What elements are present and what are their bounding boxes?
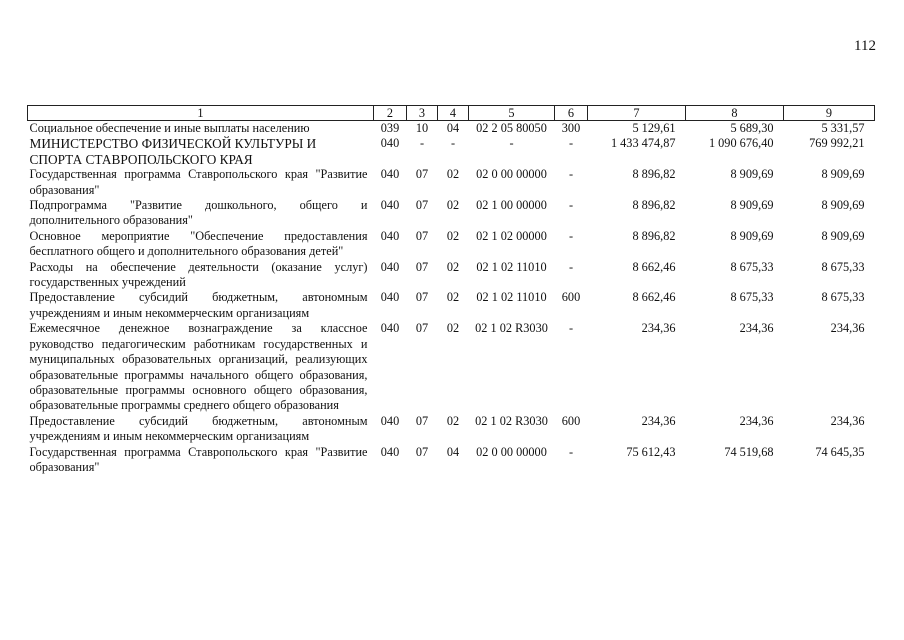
row-vr-code: - xyxy=(568,259,574,274)
row-csr-code: 02 1 02 R3030 xyxy=(475,321,548,336)
row-gr-code: 040 xyxy=(380,259,400,274)
row-value-1: 8 896,82 xyxy=(632,167,676,182)
row-value-3: 8 909,69 xyxy=(821,198,865,213)
row-value-2: 8 909,69 xyxy=(730,228,774,243)
row-gr-code: 040 xyxy=(380,198,400,213)
row-vr-code: - xyxy=(568,136,574,151)
table-row xyxy=(28,121,875,137)
row-gr-code: 040 xyxy=(380,167,400,182)
table-row xyxy=(28,260,875,291)
column-header-7: 7 xyxy=(588,106,686,121)
row-value-2: 234,36 xyxy=(739,413,774,428)
row-pr-code: 02 xyxy=(446,321,460,336)
row-value-2: 1 090 676,40 xyxy=(708,136,774,151)
table-row xyxy=(28,198,875,229)
row-gr-code: 040 xyxy=(380,290,400,305)
row-value-3: 8 675,33 xyxy=(821,259,865,274)
row-vr-code: 600 xyxy=(561,290,581,305)
row-name: Государственная программа Ставропольского края "Развитие образования" xyxy=(29,444,368,474)
row-name: Государственная программа Ставропольского края "Развитие образования" xyxy=(29,167,368,197)
row-value-3: 5 331,57 xyxy=(821,121,865,135)
row-name: Основное мероприятие "Обеспечение предоставления бесплатного общего и дополнительного образования детей" xyxy=(29,228,368,259)
row-csr-code: 02 0 00 00000 xyxy=(476,444,547,459)
row-name: Ежемесячное денежное вознаграждение за классное руководство педагогическим работникам государственных и муниципальных образовательных организаций, реализующих образовательные программы начального общего образования, образовательные программы основного общего образования, образовательные программы среднего общего образования xyxy=(29,321,368,413)
row-rz-code: 07 xyxy=(415,444,429,459)
row-value-3: 8 909,69 xyxy=(821,228,865,243)
page-number: 112 xyxy=(854,38,876,54)
column-header-5: 5 xyxy=(469,106,555,121)
row-rz-code: 07 xyxy=(415,259,429,274)
row-gr-code: 040 xyxy=(380,413,400,428)
row-vr-code: - xyxy=(568,167,574,182)
column-header-1: 1 xyxy=(28,106,374,121)
table-row xyxy=(28,414,875,445)
table-row xyxy=(28,290,875,321)
row-rz-code: 07 xyxy=(415,413,429,428)
row-vr-code: - xyxy=(568,444,574,459)
row-name: Предоставление субсидий бюджетным, автономным учреждениям и иным некоммерческим организациям xyxy=(29,290,368,320)
row-value-2: 234,36 xyxy=(739,321,774,336)
column-header-6: 6 xyxy=(555,106,588,121)
column-header-8: 8 xyxy=(686,106,784,121)
row-gr-code: 040 xyxy=(380,321,400,336)
row-value-1: 8 662,46 xyxy=(632,290,676,305)
row-vr-code: 300 xyxy=(561,121,581,135)
table-row xyxy=(28,229,875,260)
row-name: МИНИСТЕРСТВО ФИЗИЧЕСКОЙ КУЛЬТУРЫ И СПОРТА СТАВРОПОЛЬСКОГО КРАЯ xyxy=(29,136,317,167)
row-rz-code: 07 xyxy=(415,167,429,182)
row-value-2: 8 909,69 xyxy=(730,198,774,213)
row-value-3: 8 909,69 xyxy=(821,167,865,182)
row-csr-code: 02 0 00 00000 xyxy=(476,167,547,182)
row-pr-code: 04 xyxy=(446,121,460,135)
row-pr-code: 02 xyxy=(446,198,460,213)
row-pr-code: 04 xyxy=(446,444,460,459)
row-value-1: 1 433 474,87 xyxy=(610,136,676,151)
table-row xyxy=(28,445,875,476)
row-csr-code: 02 1 02 00000 xyxy=(476,228,547,243)
row-vr-code: 600 xyxy=(561,413,581,428)
row-pr-code: 02 xyxy=(446,290,460,305)
row-gr-code: 040 xyxy=(380,228,400,243)
row-name: Социальное обеспечение и иные выплаты населению xyxy=(29,121,310,135)
column-header-9: 9 xyxy=(784,106,875,121)
row-name: Предоставление субсидий бюджетным, автономным учреждениям и иным некоммерческим организациям xyxy=(29,413,368,444)
column-header-4: 4 xyxy=(438,106,469,121)
row-gr-code: 040 xyxy=(380,136,400,151)
row-csr-code: 02 1 02 11010 xyxy=(476,290,547,305)
row-rz-code: 10 xyxy=(415,121,429,135)
row-value-2: 5 689,30 xyxy=(730,121,774,135)
row-value-1: 8 896,82 xyxy=(632,198,676,213)
row-value-1: 234,36 xyxy=(641,413,676,428)
row-csr-code: 02 1 02 R3030 xyxy=(475,413,548,428)
row-value-1: 5 129,61 xyxy=(632,121,676,135)
row-value-3: 8 675,33 xyxy=(821,290,865,305)
row-name: Подпрограмма "Развитие дошкольного, общего и дополнительного образования" xyxy=(29,198,368,228)
row-vr-code: - xyxy=(568,321,574,336)
row-gr-code: 039 xyxy=(380,121,400,135)
row-value-1: 8 662,46 xyxy=(632,259,676,274)
row-value-2: 8 675,33 xyxy=(730,259,774,274)
row-rz-code: 07 xyxy=(415,321,429,336)
row-value-2: 74 519,68 xyxy=(724,444,774,459)
row-rz-code: 07 xyxy=(415,198,429,213)
table-row xyxy=(28,136,875,167)
table-row xyxy=(28,167,875,198)
row-pr-code: 02 xyxy=(446,228,460,243)
row-value-2: 8 675,33 xyxy=(730,290,774,305)
row-csr-code: 02 1 00 00000 xyxy=(476,198,547,213)
row-value-3: 234,36 xyxy=(830,413,865,428)
row-name: Расходы на обеспечение деятельности (оказание услуг) государственных учреждений xyxy=(29,259,368,290)
table-row xyxy=(28,321,875,413)
row-gr-code: 040 xyxy=(380,444,400,459)
row-pr-code: 02 xyxy=(446,167,460,182)
row-rz-code: - xyxy=(419,136,425,151)
row-rz-code: 07 xyxy=(415,290,429,305)
row-value-1: 8 896,82 xyxy=(632,228,676,243)
row-csr-code: - xyxy=(509,136,514,151)
row-value-3: 234,36 xyxy=(830,321,865,336)
row-value-2: 8 909,69 xyxy=(730,167,774,182)
row-value-3: 769 992,21 xyxy=(809,136,865,151)
column-header-2: 2 xyxy=(374,106,407,121)
row-value-1: 234,36 xyxy=(641,321,676,336)
header-row xyxy=(28,106,875,121)
row-value-1: 75 612,43 xyxy=(626,444,676,459)
column-header-3: 3 xyxy=(407,106,438,121)
row-csr-code: 02 2 05 80050 xyxy=(476,121,547,135)
row-pr-code: - xyxy=(450,136,456,151)
row-vr-code: - xyxy=(568,228,574,243)
row-pr-code: 02 xyxy=(446,259,460,274)
row-rz-code: 07 xyxy=(415,228,429,243)
row-csr-code: 02 1 02 11010 xyxy=(476,259,547,274)
row-pr-code: 02 xyxy=(446,413,460,428)
row-value-3: 74 645,35 xyxy=(815,444,865,459)
budget-table xyxy=(27,105,875,475)
row-vr-code: - xyxy=(568,198,574,213)
